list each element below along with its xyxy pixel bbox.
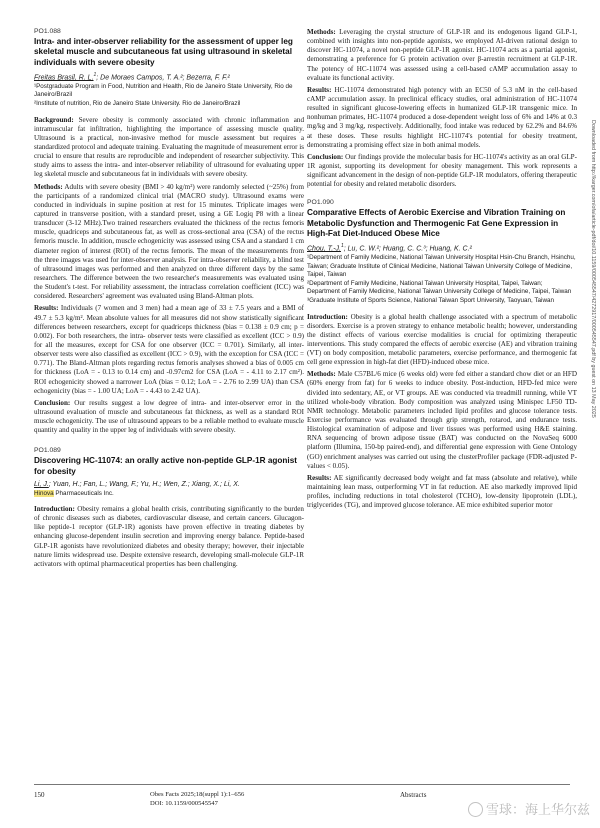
methods-text: Adults with severe obesity (BMI > 40 kg/m²) were randomly selected (~25%) from the participants of a randomized clinical trial (MACRO study). Ultrasound exams were conducted in individuals in supine position at rest for 15 minutes. Triplicate images were captured in transverse position, with a standard preset, using a GE Logiq P8 with a linear transducer (3-12 MHz).Two trained researchers evaluated the thickness of the rectus femoris muscle, quadriceps and subcutaneous fat, as well as cross-sectional area (CSA) of the rectus femoris muscle. In addition, muscle echogenicity was assessed using CSA and a standard 1 cm diameter region of interest (ROI) of the rectus femoris. The mean of the measurements from the three images was used for inter-observer analysis. For intra-observer reliability, a blind test of ultrasound images was performed and then analyzed on three different days by the same researchers. The difference between the two researcher's measurements was evaluated using the Student's t-test. For reliability assessment, the intraclass correlation coefficient (ICC) was considered. Researchers' agreement was evaluated using Bland-Altman plots. (34, 182, 304, 301)
methods-paragraph (307, 370, 577, 471)
other-authors: ; Lu, C. W.²; Huang, C. C.³; Huang, K. C.² (343, 245, 472, 253)
introduction-text: Obesity remains a global health crisis, contributing significantly to the burden of chronic diseases such as diabetes, cardiovascular disease, and certain cancers. Glucagon-like peptide-1 receptor (GLP-1R) agonists have proven effective in treating diabetes by enhancing glucose-dependent insulin secretion and improving energy balance. Peptide-based GLP-1R agonists have revolutionized diabetes and obesity therapy; however, their injectable nature limits widespread use. Despite extensive research, developing small-molecule GLP-1R activators with optimal pharmaceutical properties has been challenging. (34, 505, 304, 568)
conclusion-label: Conclusion: (34, 398, 71, 407)
journal-doi: DOI: 10.1159/000545547 (150, 799, 218, 807)
introduction-paragraph (34, 505, 304, 569)
abstract-po1-090 (307, 199, 577, 510)
author-list: Freitas Brasil, R. L.$^1$; De Moraes Campos, T. A.²; Bezerra, F. F.² (34, 71, 230, 82)
background-paragraph (34, 116, 304, 180)
results-text: HC-11074 demonstrated high potency with an EC50 of 5.3 nM in the cell-based cAMP accumulation assay. In preclinical efficacy studies, oral administration of HC-11074 resulted in significant glucose-lowering effects in humanized GLP-1R transgenic mice. In nonhuman primates, HC-11074 produced a dose-dependent weight loss of 6% and 14% at 0.3 mg/kg and 3 mg/kg, respectively. Additionally, food intake was reduced by 62.2% and 84.6% at these doses. These results highlight HC-11074's potential for obesity treatment, demonstrating a promising effect size in both animal models. (307, 85, 577, 149)
conclusion-text: Our findings provide the molecular basis for HC-11074's activity as an oral GLP-1R agonist, supporting its development for obesity management. This work represents a significant advancement in the design of non-peptide GLP-1R modulators, offering therapeutic potential for obesity and related metabolic disorders. (307, 152, 577, 189)
affiliation-2: ²Department of Family Medicine, National Taiwan University Hospital, Taipei, Taiwan; Department of Family Medicine, National Taiwan University College of Medicine, Taipei, Taiwan (307, 279, 572, 296)
abstract-title: Comparative Effects of Aerobic Exercise and Vibration Training on Metabolic Dysfunction and Thermogenic Fat Gene Expression in High-Fat Diet-Induced Obese Mice (307, 208, 566, 238)
results-label: Results: (307, 85, 332, 94)
page-number: 150 (34, 791, 45, 799)
introduction-label: Introduction: (34, 505, 75, 514)
abstract-po1-089-continued (307, 28, 577, 189)
methods-text: Leveraging the crystal structure of GLP-1R and its endogenous ligand GLP-1, combined with insights into non-peptide agonists, we employed AI-driven rational design to discover HC-11074, a novel non-peptide GLP-1R agonist. HC-11074 acts as a partial agonist, demonstrating a preference for G protein activation over β-arrestin recruitment at GLP-1R. The potency of HC-11074 was assessed using a cell-based cAMP accumulation assay to evaluate its functional activity. (307, 28, 577, 82)
conclusion-paragraph (34, 399, 304, 436)
abstract-title: Intra- and inter-observer reliability for the assessment of upper leg skeletal muscle and subcutaneous fat using ultrasound in skeletal individuals with severe obesity (34, 37, 293, 67)
conclusion-paragraph (307, 153, 577, 190)
affiliation-3: ³Graduate Institute of Sports Science, National Taiwan Sport University, Taoyuan, Taiwan (307, 297, 554, 305)
watermark-text: 雪球：海上华尔兹 (485, 803, 590, 818)
abstract-code: PO1.090 (307, 199, 334, 207)
results-text: AE significantly decreased body weight and fat mass (absolute and relative), while maintaining lean mass, outperforming VT in fat reduction. AE also markedly improved lipid profiles, including reductions in total cholesterol (TCHO), low-density lipoprotein (LDL), triglycerides (TG), and improved glucose tolerance. AE mice exhibited superior motor (307, 473, 577, 510)
methods-paragraph (34, 183, 304, 302)
first-author: Chou, T.-J. (307, 245, 341, 253)
background-label: Background: (34, 115, 74, 124)
introduction-text: Obesity is a global health challenge associated with a spectrum of metabolic disorders. Exercise is a proven strategy to enhance metabolic health; however, understanding the distinct effects of various exercise modalities is crucial for optimizing therapeutic interventions. This study compared the effects of aerobic exercise (AE) and vibration training (VT) on body composition, metabolic parameters, exercise performance, and thermogenic fat cell gene expression in high-fat diet (HFD)-induced obese mice. (307, 312, 577, 367)
introduction-paragraph (307, 313, 577, 368)
results-paragraph (307, 86, 577, 150)
snowball-logo-icon (468, 802, 483, 817)
affiliation-1: ¹Department of Family Medicine, National Taiwan University Hospital Hsin-Chu Branch, Hsinchu, Taiwan; Graduate Institute of Clinical Medicine, National Taiwan University College of Medicine, Taipei, Taiwan (307, 254, 576, 278)
results-paragraph (307, 474, 577, 511)
first-author: Li, J. (34, 480, 49, 488)
methods-label: Methods: (307, 370, 336, 379)
affiliation-1: ¹Postgraduate Program in Food, Nutrition and Health, Rio de Janeiro State University, Rio de Janeiro/Brazil (34, 83, 293, 99)
methods-label: Methods: (34, 182, 63, 191)
left-column (34, 28, 304, 579)
abstract-code: PO1.089 (34, 447, 61, 455)
download-side-note: Downloaded from http://karger.com/ofa/article-pdf/doi/10.1159/000545547/4272917/000545547.pdf by guest on 13 May 2025 (590, 120, 596, 418)
author-list (34, 481, 304, 488)
highlighted-text: Hinova (34, 489, 54, 497)
other-authors: ; Yuan, H.; Fan, L.; Wang, F.; Yu, H.; Wen, Z.; Xiang, X.; Li, X. (48, 480, 240, 488)
watermark (468, 799, 590, 818)
methods-paragraph (307, 28, 577, 83)
other-authors: ; De Moraes Campos, T. A.²; Bezerra, F. F.² (96, 74, 230, 82)
affiliation: Hinova Pharmaceuticals Inc. (34, 489, 114, 497)
background-text: Severe obesity is commonly associated with chronic inflammation and intramuscular fat infiltration, highlighting the importance of assessing muscle quality. Ultrasound is a practical, non-invasive method for muscle assessment but requires a standardized protocol and adequate training. Evaluating the magnitude of measurement error is crucial to ensure that results are reproducible and independent of researcher subjectivity. This study aims to assess the intra- and inter-observer reliability of ultrasound for evaluating upper leg skeletal muscle and subcutaneous fat in individuals with severe obesity. (34, 115, 304, 179)
methods-label: Methods: (307, 28, 336, 36)
results-label: Results: (307, 473, 332, 482)
conclusion-label: Conclusion: (307, 152, 344, 161)
journal-citation (150, 791, 244, 808)
abstract-po1-088 (34, 28, 304, 435)
results-label: Results: (34, 304, 59, 313)
abstract-code: PO1.088 (34, 28, 61, 35)
conclusion-text: Our results suggest a low degree of intra- and inter-observer error in the ultrasound evaluation of muscle and subcutaneous fat thickness, as well as a standard ROI muscle echogenicity. The use of ultrasound appears to be a reliable method to evaluate muscle quantity and quality in the upper leg of individuals with severe obesity. (34, 398, 304, 435)
section-label: Abstracts (400, 791, 427, 799)
results-text: Individuals (7 women and 3 men) had a mean age of 33 ± 7.5 years and a BMI of 49.7 ± 5.3 kg/m². Mean absolute values for all measures did not show statistically significant differences between researchers, except for quadriceps thickness (bias = 0.138 ± 0.9 cm; p = 0.002). For both researchers, the intra- observer tests were classified as excellent (ICC > 0.9) for all the measures, except for CSA for one observer (ICC = 0.701). Similarly, all inter-observer tests were also classified as excellent (ICC > 0.9), with the exception for CSA (ICC = 0.771). The Bland-Altman plots regarding rectus femoris analyses showed a bias of 0.005 cm for thickness (LoA = - 0.13 to 0.14 cm) and -0.97cm2 for CSA (LoA = - 4.11 to 2.17 cm²). ROI echogenicity showed a narrower LoA (bias = 0.12; LoA = - 2.76 to 2.99 UA) than CSA echogenicity (bias = - 1.00 UA; LoA = - 4.43 to 2.42 UA). (34, 304, 304, 395)
methods-text: Male C57BL/6 mice (6 weeks old) were fed either a standard chow diet or an HFD (60% energy from fat) for 6 weeks to induce obesity. Post-induction, HFD-fed mice were divided into sedentary, AE, or VT groups. AE was conducted via treadmill running, while VT utilized whole-body vibration. Body composition was analyzed using Minispec LF50 TD-NMR technology. Metabolic parameters included lipid profiles and glucose tolerance tests. Exercise performance was evaluated through grip strength, rotarod, and endurance tests. Histological examination of adipose and liver tissues was performed using H&E staining. RNA sequencing of brown adipose tissue (BAT) was conducted on the NovaSeq 6000 platform (Illumina, 150-bp paired-end), and differential gene expression with Gene Ontology (GO) enrichment analyses was carried out using the clusterProfiler package (FDR-adjusted P-values < 0.05). (307, 370, 577, 470)
right-column (307, 28, 577, 520)
introduction-label: Introduction: (307, 312, 348, 321)
results-paragraph (34, 304, 304, 395)
abstract-po1-089 (34, 447, 304, 569)
affiliation-2: ²Institute of nutrition, Rio de Janeiro State University. Rio de Janeiro/Brazil (34, 100, 241, 108)
abstract-title: Discovering HC-11074: an orally active non-peptide GLP-1R agonist for obesity (34, 456, 297, 476)
first-author: Freitas Brasil, R. L. (34, 74, 94, 82)
author-list: Chou, T.-J.$^1$; Lu, C. W.²; Huang, C. C.³; Huang, K. C.² (307, 243, 472, 253)
journal-line-1: Obes Facts 2025;18(suppl 1):1–656 (150, 791, 245, 798)
